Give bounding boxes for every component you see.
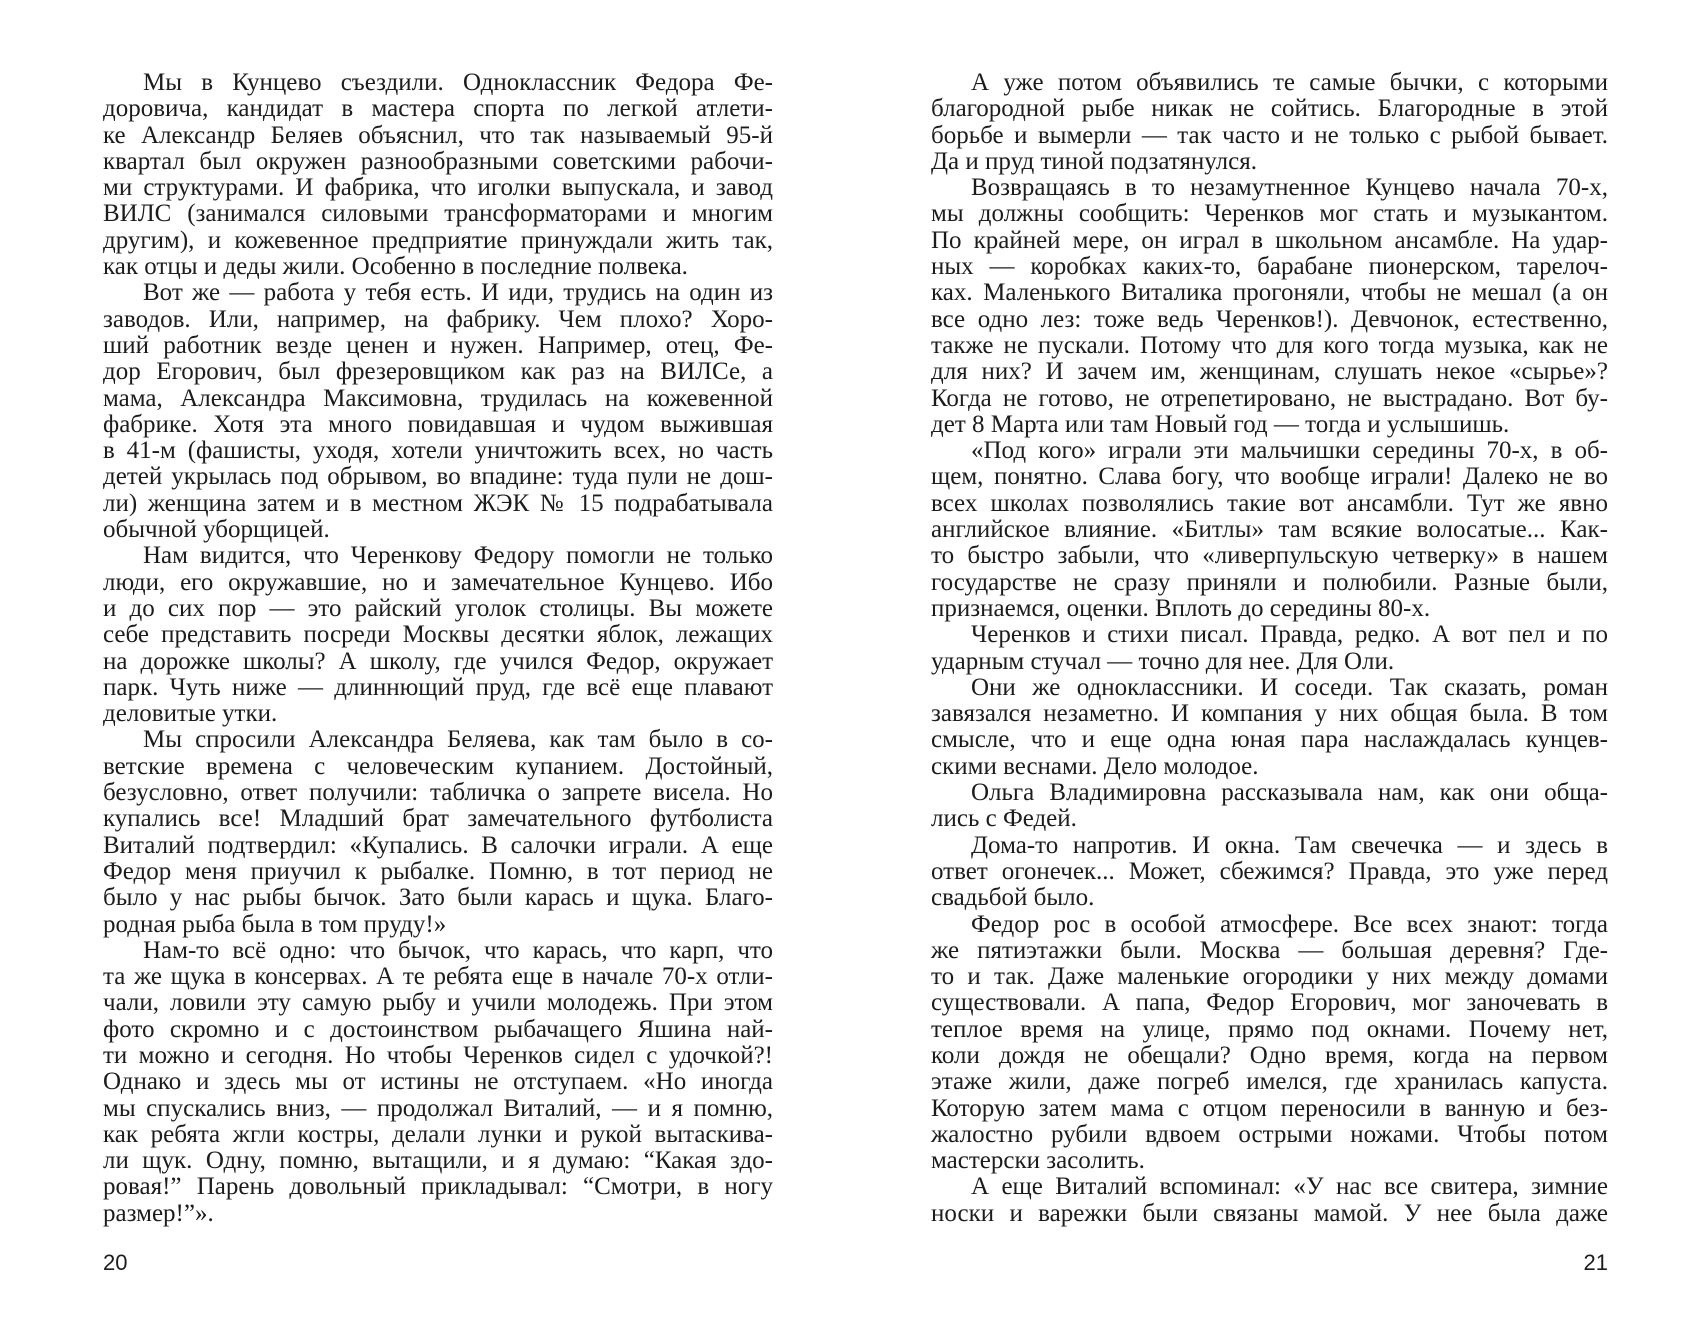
text-line: как отцы и деды жили. Особенно в последние полвека.: [103, 253, 688, 281]
text-line: ми структурами. И фабрика, что иголки выпускала, и завод: [103, 174, 773, 202]
paragraph: [931, 175, 1608, 438]
text-line: люди, его окружавшие, но и замечательное Кунцево. Ибо: [103, 568, 773, 596]
text-line: мы спускались вниз, — продолжал Виталий, — и я помню,: [103, 1094, 773, 1122]
text-line: Мы в Кунцево съездили. Одноклассник Федора Фе-: [143, 69, 773, 96]
paragraph: [931, 780, 1608, 833]
page-number-left: 20: [103, 1250, 128, 1275]
text-line: скими веснами. Дело молодое.: [931, 752, 1259, 780]
text-line: фото скромно и с достоинством рыбачащего Яшина най-: [103, 1015, 773, 1043]
text-line: коли дождя не обещали? Одно время, когда на первом: [931, 1041, 1608, 1069]
text-line: деловитые утки.: [103, 700, 278, 728]
text-line: ветские времена с человеческим купанием. Достойный,: [103, 752, 773, 780]
paragraph: [931, 912, 1608, 1175]
paragraph: [931, 1174, 1608, 1227]
text-line: Да и пруд тиной подзатянулся.: [931, 147, 1257, 175]
text-line: безусловно, ответ получили: табличка о запрете висела. Но: [103, 779, 773, 807]
text-line: размер!”».: [103, 1199, 214, 1227]
text-line: ударным стучал — точно для нее. Для Оли.: [931, 647, 1395, 675]
text-line: Которую затем мама с отцом переносили в ванную и без-: [931, 1094, 1608, 1122]
text-line: ли) женщина затем и в местном ЖЭК № 15 подрабатывала: [103, 489, 773, 517]
text-line: ли щук. Одну, помню, вытащили, и я думаю: “Какая здо-: [103, 1147, 773, 1175]
text-line: Ольга Владимировна рассказывала нам, как они обща-: [971, 779, 1608, 807]
text-line: парк. Чуть ниже — длиннющий пруд, где всё еще плавают: [103, 673, 773, 701]
text-line: теплое время на улице, прямо под окнами. Почему нет,: [931, 1015, 1608, 1043]
text-line: ти можно и сегодня. Но чтобы Черенков сидел с удочкой?!: [103, 1041, 773, 1069]
text-line: то быстро забыли, что «ливерпульскую четверку» в нашем: [931, 542, 1608, 570]
text-line: По крайней мере, он играл в школьном ансамбле. На удар-: [931, 226, 1608, 254]
text-line: существовали. А папа, Федор Егорович, мог заночевать в: [931, 989, 1608, 1017]
text-line: на дорожке школы? А школу, где учился Федор, окружает: [103, 647, 773, 675]
text-line: как ребята жгли костры, делали лунки и рукой вытаскива-: [103, 1120, 773, 1148]
text-line: мама, Александра Максимовна, трудилась на кожевенной: [103, 384, 773, 412]
paragraph: [931, 675, 1608, 780]
text-line: щем, понятно. Слава богу, что вообще играли! Далеко не во: [931, 463, 1608, 491]
text-line: Вот же — работа у тебя есть. И иди, трудись на один из: [143, 279, 773, 307]
text-line: другим), и кожевенное предприятие принуждали жить так,: [103, 226, 773, 254]
text-line: этаже жили, даже погреб имелся, где хранилась капуста.: [931, 1068, 1608, 1096]
text-line: А уже потом объявились те самые бычки, с которыми: [971, 69, 1608, 96]
text-line: также не пускали. Потому что для кого тогда музыка, как не: [931, 331, 1608, 359]
paragraph: [931, 622, 1608, 675]
text-line: та же щука в консервах. А те ребята еще в начале 70-х отли-: [103, 963, 773, 991]
text-line: признаемся, оценки. Вплоть до середины 80-х.: [931, 594, 1431, 622]
text-line: доровича, кандидат в мастера спорта по легкой атлети-: [103, 95, 773, 123]
text-line: ровая!” Парень довольный прикладывал: “Смотри, в ногу: [103, 1173, 773, 1201]
text-line: детей укрылась под обрывом, во впадине: туда пули не дош-: [103, 463, 773, 491]
text-line: Они же одноклассники. И соседи. Так сказать, роман: [971, 673, 1608, 701]
text-line: было у нас рыбы бычок. Зато были карась и щука. Благо-: [103, 884, 773, 912]
text-line: мы должны сообщить: Черенков мог стать и музыкантом.: [931, 200, 1608, 228]
text-line: Однако и здесь мы от истины не отступаем. «Но иногда: [103, 1068, 773, 1096]
text-line: родная рыба была в том пруду!»: [103, 910, 447, 938]
text-line: фабрике. Хотя эта много повидавшая и чудом выжившая: [103, 410, 773, 438]
text-line: благородной рыбе никак не сойтись. Благородные в этой: [931, 95, 1608, 123]
text-line: заводов. Или, например, на фабрику. Чем плохо? Хоро-: [103, 305, 773, 333]
text-line: завязался незаметно. И компания у них общая была. В том: [931, 700, 1608, 728]
text-line: ответ огонечек... Может, сбежимся? Правда, это уже перед: [931, 857, 1608, 885]
text-line: лись с Федей.: [931, 805, 1077, 833]
text-line: Федор меня приучил к рыбалке. Помню, в тот период не: [103, 857, 773, 885]
text-line: все одно лез: тоже ведь Черенков!). Девчонок, естественно,: [931, 305, 1608, 333]
paragraph: [103, 543, 773, 727]
text-line: себе представить посреди Москвы десятки яблок, лежащих: [103, 621, 773, 649]
text-line: ных — коробках каких-то, барабане пионерском, тарелоч-: [931, 253, 1608, 281]
text-line: жалостно рубили вдвоем острыми ножами. Чтобы потом: [931, 1120, 1608, 1148]
text-line: государстве не сразу приняли и полюбили. Разные были,: [931, 568, 1608, 596]
text-line: мастерски засолить.: [931, 1147, 1145, 1175]
text-line: Когда не готово, не отрепетировано, не выстрадано. Вот бу-: [931, 384, 1608, 412]
text-line: английское влияние. «Битлы» там всякие волосатые... Как-: [931, 516, 1608, 544]
text-line: всех школах позволялись такие вот ансамбли. Тут же явно: [931, 489, 1608, 517]
text-line: Мы спросили Александра Беляева, как там было в со-: [143, 726, 773, 754]
text-line: чали, ловили эту самую рыбу и учили молодежь. При этом: [103, 989, 773, 1017]
text-line: Нам видится, что Черенкову Федору помогли не только: [143, 542, 773, 570]
text-line: то и так. Даже маленькие огородики у них между домами: [931, 963, 1608, 991]
text-line: Виталий подтвердил: «Купались. В салочки играли. А еще: [103, 831, 773, 859]
paragraph: [103, 938, 773, 1227]
paragraph: [931, 833, 1608, 912]
text-line: А еще Виталий вспоминал: «У нас все свитера, зимние: [971, 1173, 1608, 1201]
paragraph: [103, 280, 773, 543]
paragraph: [103, 70, 773, 280]
text-line: Федор рос в особой атмосфере. Все всех знают: тогда: [971, 910, 1608, 938]
text-line: Нам-то всё одно: что бычок, что карась, что карп, что: [143, 936, 773, 964]
text-line: дет 8 Марта или там Новый год — тогда и услышишь.: [931, 410, 1510, 438]
text-line: ке Александр Беляев объяснил, что так называемый 95-й: [103, 121, 773, 149]
text-line: в 41-м (фашисты, уходя, хотели уничтожить всех, но часть: [103, 437, 773, 465]
text-line: для них? И зачем им, женщинам, слушать некое «сырье»?: [931, 358, 1608, 386]
text-line: же пятиэтажки были. Москва — большая деревня? Где-: [931, 936, 1608, 964]
text-line: свадьбой было.: [931, 884, 1095, 912]
paragraph: [931, 70, 1608, 175]
paragraph: [103, 727, 773, 937]
text-line: ках. Маленького Виталика прогоняли, чтобы не мешал (а он: [931, 279, 1608, 307]
text-line: купались все! Младший брат замечательного футболиста: [103, 805, 773, 833]
text-line: смысле, что и еще одна юная пара наслаждалась кунцев-: [931, 726, 1608, 754]
text-line: «Под кого» играли эти мальчишки середины 70-х, в об-: [971, 437, 1608, 465]
text-line: Возвращаясь в то незамутненное Кунцево начала 70-х,: [971, 174, 1608, 202]
text-line: ВИЛС (занимался силовыми трансформаторами и многим: [103, 200, 773, 228]
text-line: Дома-то напротив. И окна. Там свечечка — и здесь в: [971, 831, 1608, 859]
text-line: и до сих пор — это райский уголок столицы. Вы можете: [103, 594, 773, 622]
text-line: борьбе и вымерли — так часто и не только с рыбой бывает.: [931, 121, 1608, 149]
text-line: носки и варежки были связаны мамой. У нее была даже: [931, 1199, 1608, 1227]
paragraph: [931, 438, 1608, 622]
page-21-text: [931, 70, 1608, 1227]
page-20-text: [103, 70, 773, 1227]
text-line: обычной уборщицей.: [103, 516, 330, 544]
text-line: Черенков и стихи писал. Правда, редко. А вот пел и по: [971, 621, 1608, 649]
text-line: ший работник везде ценен и нужен. Например, отец, Фе-: [103, 331, 773, 359]
page-number-right: 21: [1583, 1250, 1608, 1275]
text-line: дор Егорович, был фрезеровщиком как раз на ВИЛСе, а: [103, 358, 773, 386]
text-line: квартал был окружен разнообразными советскими рабочи-: [103, 147, 773, 175]
